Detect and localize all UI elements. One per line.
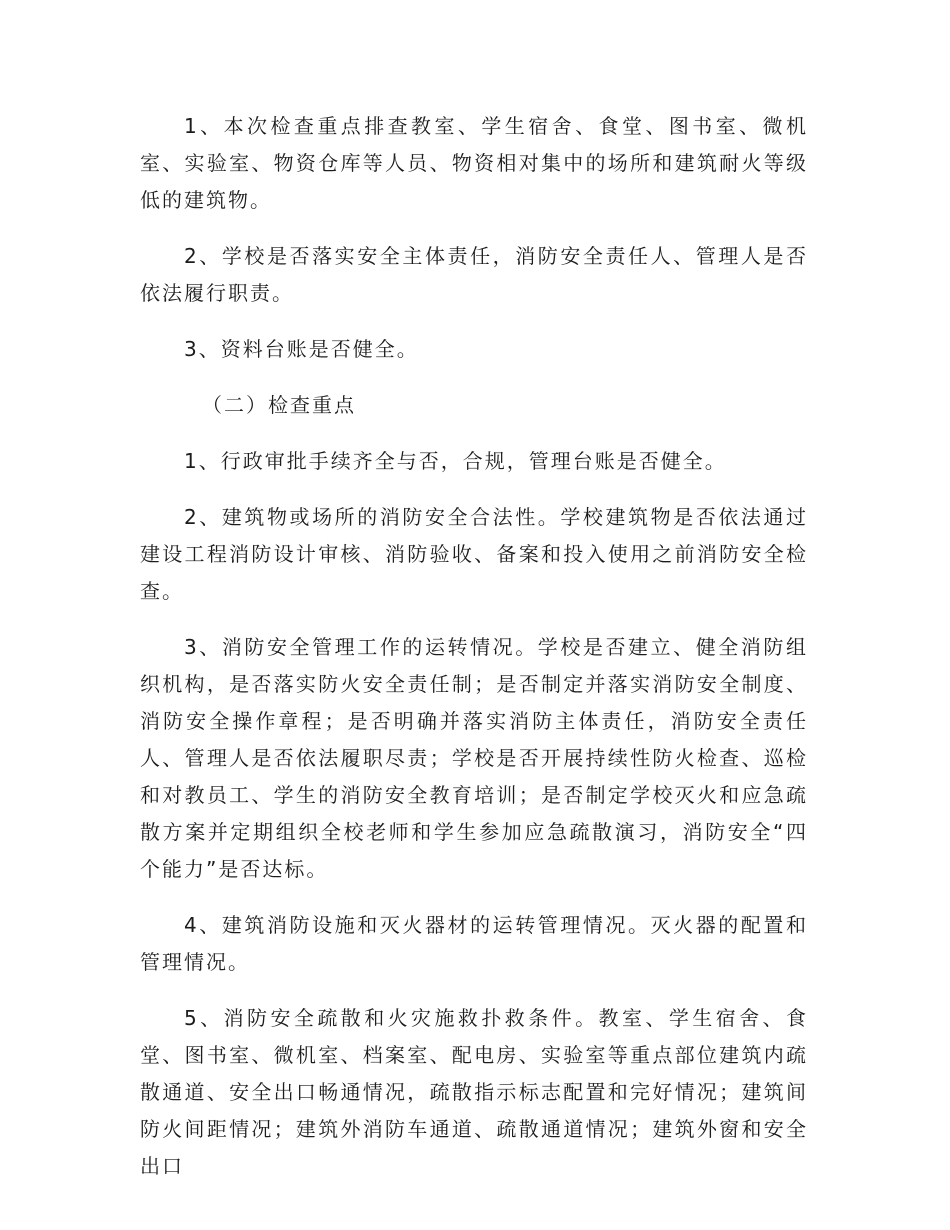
paragraph-focus-1-approval: 1、行政审批手续齐全与否，合规，管理台账是否健全。 — [184, 449, 727, 473]
paragraph-item-1-scope: 1、本次检查重点排查教室、学生宿舍、食堂、图书室、微机室、实验室、物资仓库等人员、物资相对集中的场所和建筑耐火等级低的建筑物。 — [140, 114, 808, 212]
paragraph-focus-2-legality: 2、建筑物或场所的消防安全合法性。学校建筑物是否依法通过建设工程消防设计审核、消防验收、备案和投入使用之前消防安全检查。 — [140, 505, 808, 603]
paragraph-item-2-responsibility: 2、学校是否落实安全主体责任，消防安全责任人、管理人是否依法履行职责。 — [140, 244, 808, 305]
document-body — [140, 108, 808, 1204]
paragraph-focus-5-evacuation: 5、消防安全疏散和火灾施救扑救条件。教室、学生宿舍、食堂、图书室、微机室、档案室、配电房、实验室等重点部位建筑内疏散通道、安全出口畅通情况，疏散指示标志配置和完好情况；建筑间防火间距情况；建筑外消防车通道、疏散通道情况；建筑外窗和安全出口 — [140, 1006, 808, 1178]
paragraph-focus-4-facilities: 4、建筑消防设施和灭火器材的运转管理情况。灭火器的配置和管理情况。 — [140, 913, 808, 974]
section-heading-inspection-focus: （二）检查重点 — [202, 393, 356, 417]
paragraph-focus-3-management: 3、消防安全管理工作的运转情况。学校是否建立、健全消防组织机构，是否落实防火安全责任制；是否制定并落实消防安全制度、消防安全操作章程；是否明确并落实消防主体责任，消防安全责任人、管理人是否依法履职尽责；学校是否开展持续性防火检查、巡检和对教员工、学生的消防安全教育培训；是否制定学校灭火和应急疏散方案并定期组织全校老师和学生参加应急疏散演习，消防安全“四个能力”是否达标。 — [140, 635, 808, 881]
paragraph-item-3-records: 3、资料台账是否健全。 — [184, 337, 419, 361]
